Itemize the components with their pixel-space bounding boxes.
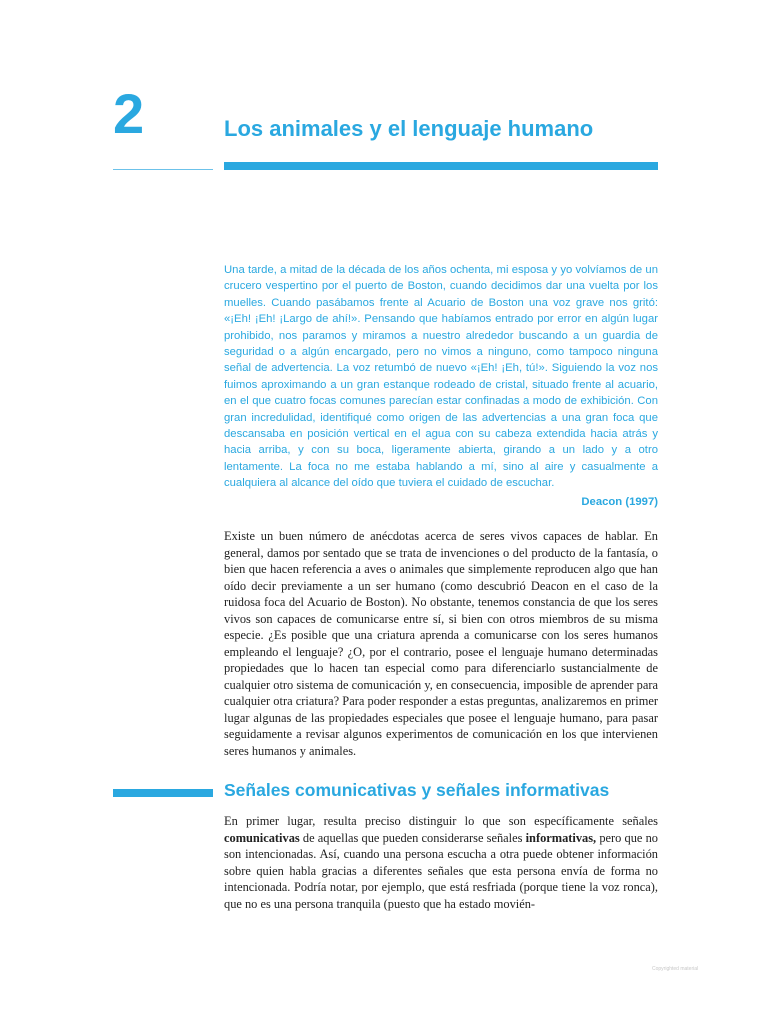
paragraph-text: En primer lugar, resulta preciso distinguir lo que son específicamente señales (224, 814, 658, 828)
paragraph-text: pero que no son intencionadas. Así, cuando una persona escucha a otra puede obtener información sobre quien habla gracias a diferentes señales que esta persona envía de forma no intencionada. Podría notar, por ejemplo, que está resfriada (porque tiene la voz ronca), que no es una persona tranquila (puesto que ha estado movién- (224, 830, 658, 911)
chapter-number: 2 (113, 82, 145, 145)
epigraph-quote: Una tarde, a mitad de la década de los años ochenta, mi esposa y yo volvíamos de un crucero vespertino por el puerto de Boston, cuando decidimos dar una vuelta por los muelles. Cuando pasábamos frente al Acuario de Boston una voz grave nos gritó: «¡Eh! ¡Eh! ¡Largo de ahí!». Pensando que habíamos entrado por error en algún lugar prohibido, nos paramos y miramos a nuestro alrededor buscando a un guardia de seguridad o a algún encargado, pero no vimos a ninguno, como tampoco ninguna señal de advertencia. La voz retumbó de nuevo «¡Eh! ¡Eh, tú!». Siguiendo la voz nos fuimos aproximando a un gran estanque rodeado de cristal, situado frente al acuario, en el que cuatro focas comunes parecían estar confinadas a modo de exhibición. Con gran incredulidad, identifiqué como origen de las advertencias a una gran foca que descansaba en posición vertical en el agua con su cabeza extendida hacia atrás y hacia arriba, y con su boca, ligeramente abierta, girando a un lado y a otro lentamente. La foca no me estaba hablando a mí, sino al aire y casualmente a cualquiera al alcance del oído que tuviera el cuidado de escuchar. (224, 264, 658, 490)
paragraph-text: de aquellas que pueden considerarse señales (299, 830, 526, 845)
body-paragraph-1: Existe un buen número de anécdotas acerca de seres vivos capaces de hablar. En general, damos por sentado que se trata de invenciones o del producto de la fantasía, o bien que hacen referencia a aves o animales que simplemente reproducen algo que han oído decir previamente a un ser humano (como descubrió Deacon en el caso de la ruidosa foca del Acuario de Boston). No obstante, tenemos constancia de que los seres vivos son capaces de comunicarse entre sí, si bien con otros miembros de su misma especie. ¿Es posible que una criatura aprenda a comunicarse con los seres humanos empleando el lenguaje? ¿O, por el contrario, posee el lenguaje humano determinadas propiedades que lo hacen tan especial como para diferenciarlo sustancialmente de cualquier otro sistema de comunicación y, en consecuencia, imposible de aprender para cualquier otra criatura? Para poder responder a estas preguntas, analizaremos en primer lugar algunas de las propiedades especiales que posee el lenguaje humano, para pasar seguidamente a revisar algunos experimentos de comunicación en los que intervienen seres humanos y animales. (224, 529, 658, 758)
chapter-title: Los animales y el lenguaje humano (224, 116, 594, 141)
epigraph-source: Deacon (1997) (581, 496, 658, 508)
section-rule (113, 789, 213, 797)
chapter-number-rule (113, 169, 213, 170)
term-informativas: informativas, (525, 830, 597, 845)
term-comunicativas: comunicativas (224, 830, 300, 845)
body-paragraph-2 (224, 813, 658, 912)
chapter-title-rule (224, 162, 658, 170)
copyright-watermark: Copyrighted material (652, 966, 699, 972)
section-heading: Señales comunicativas y señales informativas (224, 780, 610, 800)
